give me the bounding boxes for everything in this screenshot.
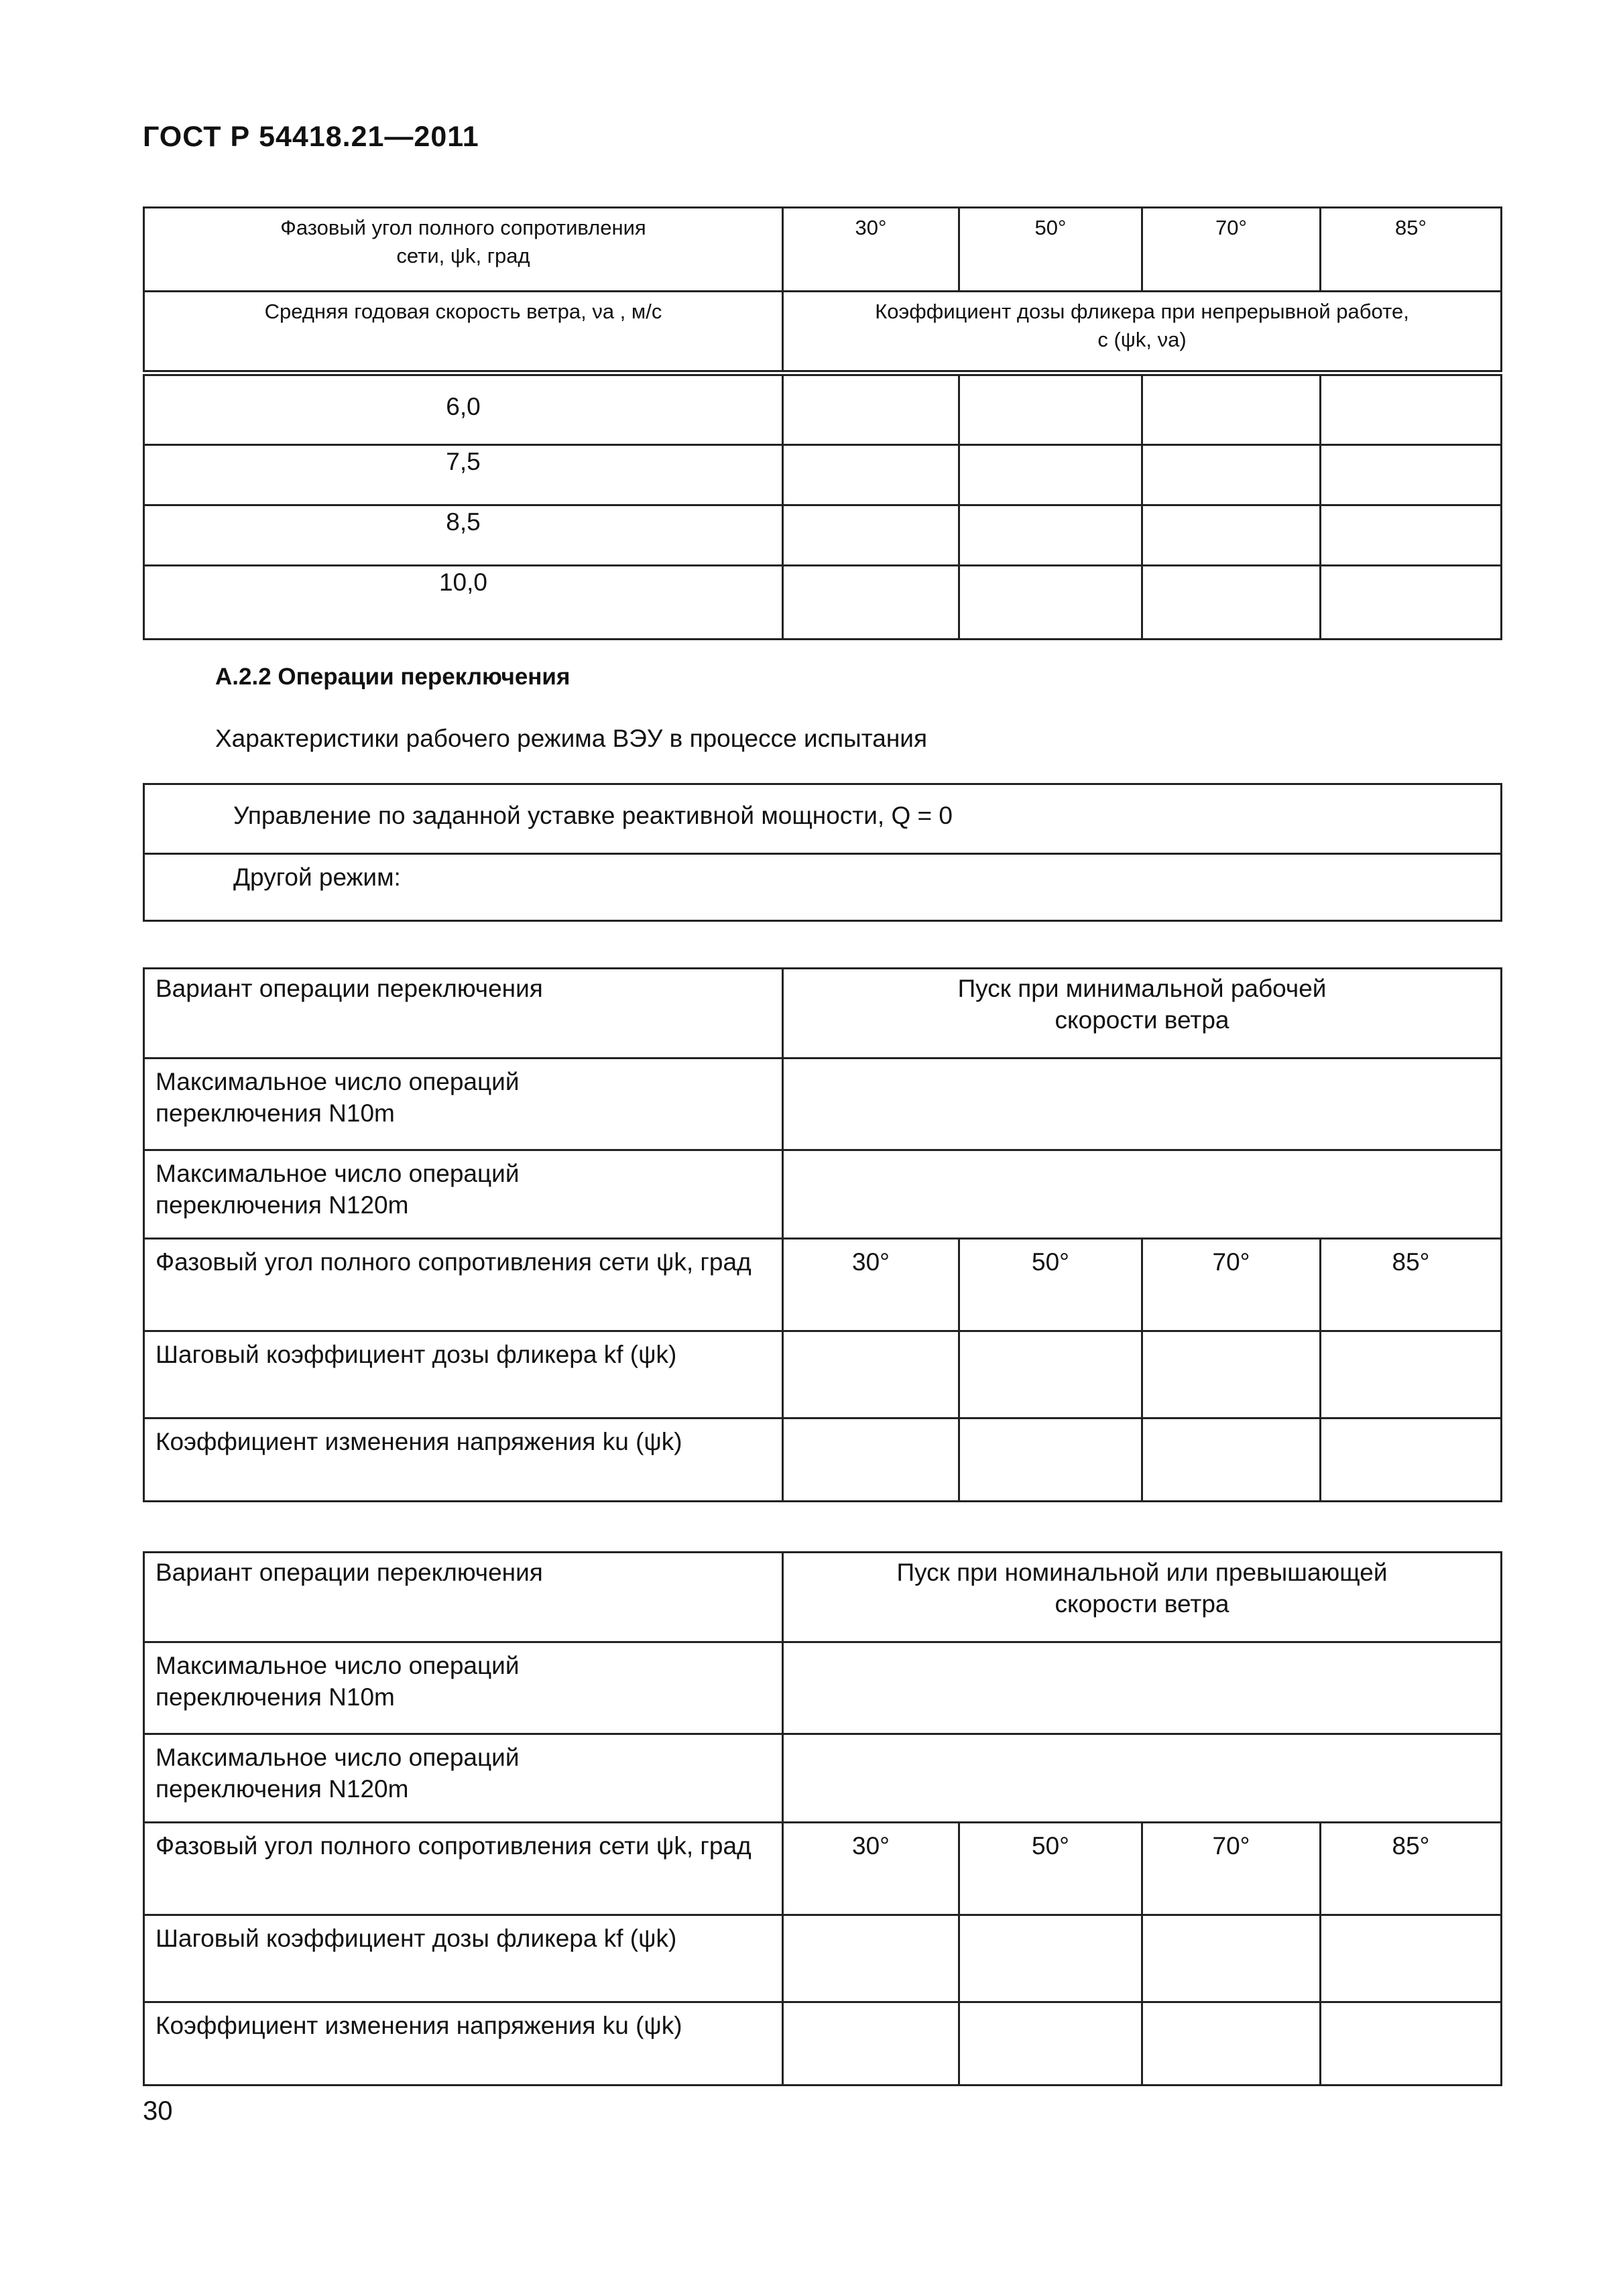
value-cell [1321,445,1502,505]
value-cell [783,1915,959,2002]
value-cell [1142,1418,1321,1502]
variant-value-line2: скорости ветра [1055,1590,1229,1618]
value-cell [1321,1331,1502,1418]
value-cell [783,1331,959,1418]
value-cell [1142,373,1321,445]
n120-label-line1: Максимальное число операций [156,1744,520,1771]
wind-speed-value: 7,5 [144,445,783,505]
section-heading: А.2.2 Операции переключения [215,664,570,690]
angle-cell: 30° [783,1823,959,1915]
value-cell [783,2002,959,2086]
angle-cell: 70° [1142,1823,1321,1915]
angle-label-line1: Фазовый угол полного сопротивления [280,216,646,239]
table-row [144,505,1502,566]
table-row [144,373,1502,445]
n120-label-line2: переключения N120m [156,1775,409,1803]
value-cell [959,1915,1142,2002]
n10-label-line1: Максимальное число операций [156,1652,520,1679]
value-cell [1142,566,1321,640]
angle-cell: 50° [959,1823,1142,1915]
mode-reactive-power: Управление по заданной уставке реактивной мощности, Q = 0 [144,784,1502,854]
angle-label-line2: сети, ψk, град [396,244,530,267]
value-cell [959,2002,1142,2086]
angle-cell: 70° [1142,1239,1321,1331]
value-cell [783,1418,959,1502]
variant-value-line1: Пуск при номинальной или превышающей [896,1559,1388,1586]
n120-value [783,1734,1502,1823]
value-cell [959,505,1142,566]
value-cell [1321,1915,1502,2002]
table-row [144,566,1502,640]
flicker-continuous-table [143,206,1502,640]
variant-value [783,1553,1502,1642]
angle-cell: 50° [959,1239,1142,1331]
angle-cell: 50° [959,208,1142,292]
value-cell [1142,1915,1321,2002]
value-cell [1321,373,1502,445]
variant-value [783,969,1502,1059]
variant-value-line1: Пуск при минимальной рабочей [957,975,1327,1002]
table-row [144,445,1502,505]
value-cell [1142,505,1321,566]
angle-cell: 85° [1321,1239,1502,1331]
value-cell [1321,1418,1502,1502]
value-cell [783,566,959,640]
wind-speed-value: 10,0 [144,566,783,640]
n120-label [144,1734,783,1823]
n10-label-line1: Максимальное число операций [156,1068,520,1095]
n10-label [144,1642,783,1734]
n120-label-line1: Максимальное число операций [156,1160,520,1187]
n10-value [783,1059,1502,1150]
variant-label: Вариант операции переключения [144,969,783,1059]
mode-table [143,783,1502,922]
coef-header [783,292,1502,373]
angle-label: Фазовый угол полного сопротивления сети ψk, град [144,1823,783,1915]
angle-label: Фазовый угол полного сопротивления сети ψk, град [144,1239,783,1331]
angle-cell: 30° [783,1239,959,1331]
value-cell [959,1331,1142,1418]
value-cell [1142,2002,1321,2086]
wind-speed-header: Средняя годовая скорость ветра, νa , м/с [144,292,783,373]
value-cell [1321,566,1502,640]
variant-value-line2: скорости ветра [1055,1006,1229,1034]
n10-label-line2: переключения N10m [156,1099,395,1127]
angle-cell: 70° [1142,208,1321,292]
angle-cell: 85° [1321,208,1502,292]
coef-label-line1: Коэффициент дозы фликера при непрерывной работе, [875,300,1409,323]
angle-cell: 30° [783,208,959,292]
ku-label: Коэффициент изменения напряжения ku (ψk) [144,2002,783,2086]
value-cell [959,1418,1142,1502]
value-cell [959,373,1142,445]
n10-label-line2: переключения N10m [156,1683,395,1711]
switching-table-min-speed [143,967,1502,1502]
kf-label: Шаговый коэффициент дозы фликера kf (ψk) [144,1331,783,1418]
value-cell [959,445,1142,505]
kf-label: Шаговый коэффициент дозы фликера kf (ψk) [144,1915,783,2002]
value-cell [1142,445,1321,505]
section-intro: Характеристики рабочего режима ВЭУ в процессе испытания [215,725,928,752]
page-number: 30 [143,2096,173,2126]
angle-cell: 85° [1321,1823,1502,1915]
value-cell [783,505,959,566]
value-cell [783,373,959,445]
coef-label-line2: c (ψk, νa) [1097,328,1187,351]
document-header: ГОСТ Р 54418.21—2011 [143,121,479,153]
n10-label [144,1059,783,1150]
n10-value [783,1642,1502,1734]
value-cell [1321,2002,1502,2086]
wind-speed-value: 8,5 [144,505,783,566]
n120-label-line2: переключения N120m [156,1191,409,1219]
mode-other: Другой режим: [144,854,1502,921]
value-cell [783,445,959,505]
switching-table-rated-speed [143,1551,1502,2086]
variant-label: Вариант операции переключения [144,1553,783,1642]
n120-value [783,1150,1502,1239]
angle-header-cell [144,208,783,292]
ku-label: Коэффициент изменения напряжения ku (ψk) [144,1418,783,1502]
n120-label [144,1150,783,1239]
wind-speed-value: 6,0 [144,373,783,445]
value-cell [1142,1331,1321,1418]
value-cell [959,566,1142,640]
value-cell [1321,505,1502,566]
